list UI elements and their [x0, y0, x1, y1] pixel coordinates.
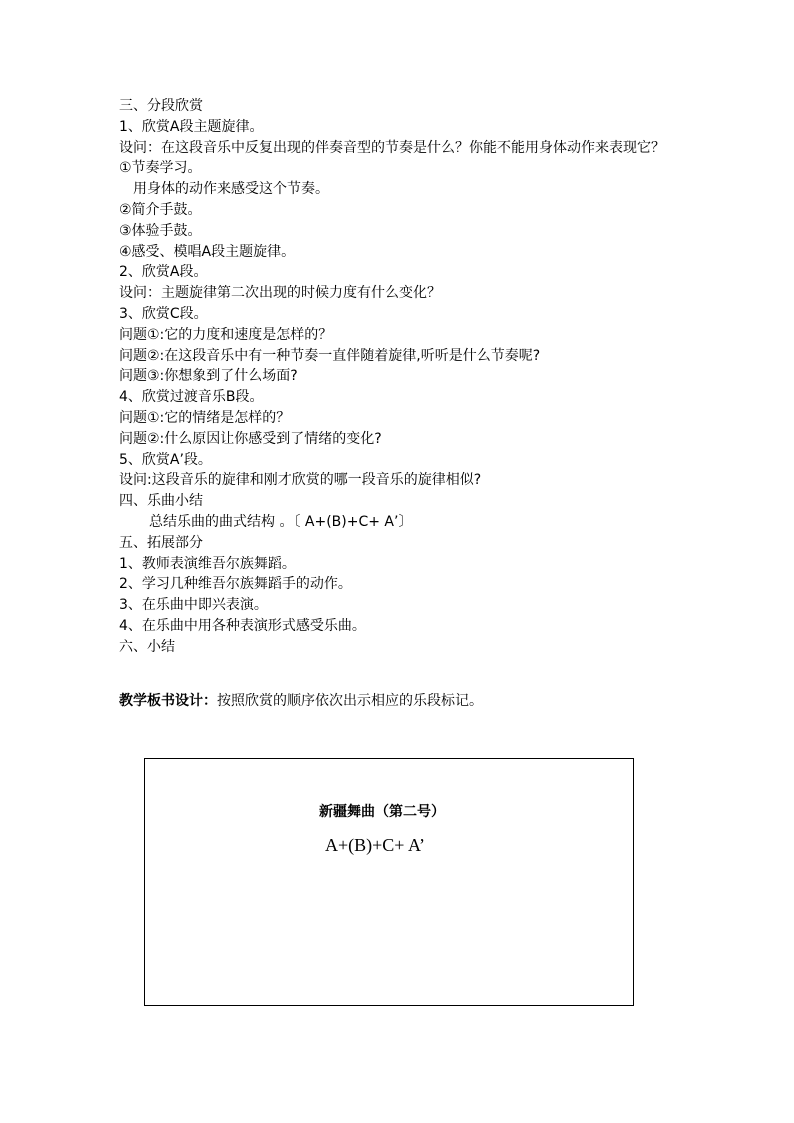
blackboard-frame [144, 758, 634, 1006]
section-heading-4: 四、乐曲小结 [119, 493, 203, 510]
sub-step-3: ③体验手鼓。 [119, 222, 202, 239]
question-2: 设问：主题旋律第二次出现的时候力度有什么变化？ [119, 285, 441, 302]
sub-step-4: ④感受、模唱A段主题旋律。 [119, 243, 296, 260]
step-4-question-2: 问题②:什么原因让你感受到了情绪的变化? [119, 430, 382, 447]
board-design-text: 按照欣赏的顺序依次出示相应的乐段标记。 [217, 692, 483, 709]
extension-3: 3、在乐曲中即兴表演。 [119, 597, 268, 614]
board-design-line [119, 691, 679, 711]
step-1: 1、欣赏A段主题旋律。 [119, 118, 264, 135]
sub-step-1: ①节奏学习。 [119, 160, 202, 177]
extension-4: 4、在乐曲中用各种表演形式感受乐曲。 [119, 617, 366, 634]
lesson-content [119, 96, 679, 711]
step-3: 3、欣赏C段。 [119, 305, 208, 322]
structure-summary: 总结乐曲的曲式结构 。〔 A+(B)+C+ A’〕 [149, 513, 413, 530]
extension-2: 2、学习几种维吾尔族舞蹈手的动作。 [119, 576, 352, 593]
step-5: 5、欣赏A’段。 [119, 451, 212, 468]
step-4: 4、欣赏过渡音乐B段。 [119, 389, 264, 406]
question-1: 设问：在这段音乐中反复出现的伴奏音型的节奏是什么？你能不能用身体动作来表现它？ [119, 139, 665, 156]
board-design-label: 教学板书设计： [119, 692, 217, 709]
section-heading-5: 五、拓展部分 [119, 534, 203, 551]
step-3-question-2: 问题②:在这段音乐中有一种节奏一直伴随着旋律,听听是什么节奏呢? [119, 347, 541, 364]
step-3-question-1: 问题①:它的力度和速度是怎样的？ [119, 326, 333, 343]
question-5: 设问:这段音乐的旋律和刚才欣赏的哪一段音乐的旋律相似? [119, 472, 482, 489]
extension-1: 1、教师表演维吾尔族舞蹈。 [119, 555, 296, 572]
step-3-question-3: 问题③:你想象到了什么场面? [119, 368, 298, 385]
board-formula: A+(B)+C+ A’ [325, 835, 425, 855]
board-heading: 新疆舞曲（第二号） [319, 804, 445, 820]
section-heading-3: 三、分段欣赏 [119, 98, 203, 114]
spacer [119, 658, 679, 691]
step-4-question-1: 问题①:它的情绪是怎样的？ [119, 409, 291, 426]
sub-step-1-detail: 用身体的动作来感受这个节奏。 [133, 181, 329, 198]
step-2: 2、欣赏A段。 [119, 264, 208, 281]
sub-step-2: ②简介手鼓。 [119, 201, 202, 218]
section-heading-6: 六、小结 [119, 638, 175, 655]
